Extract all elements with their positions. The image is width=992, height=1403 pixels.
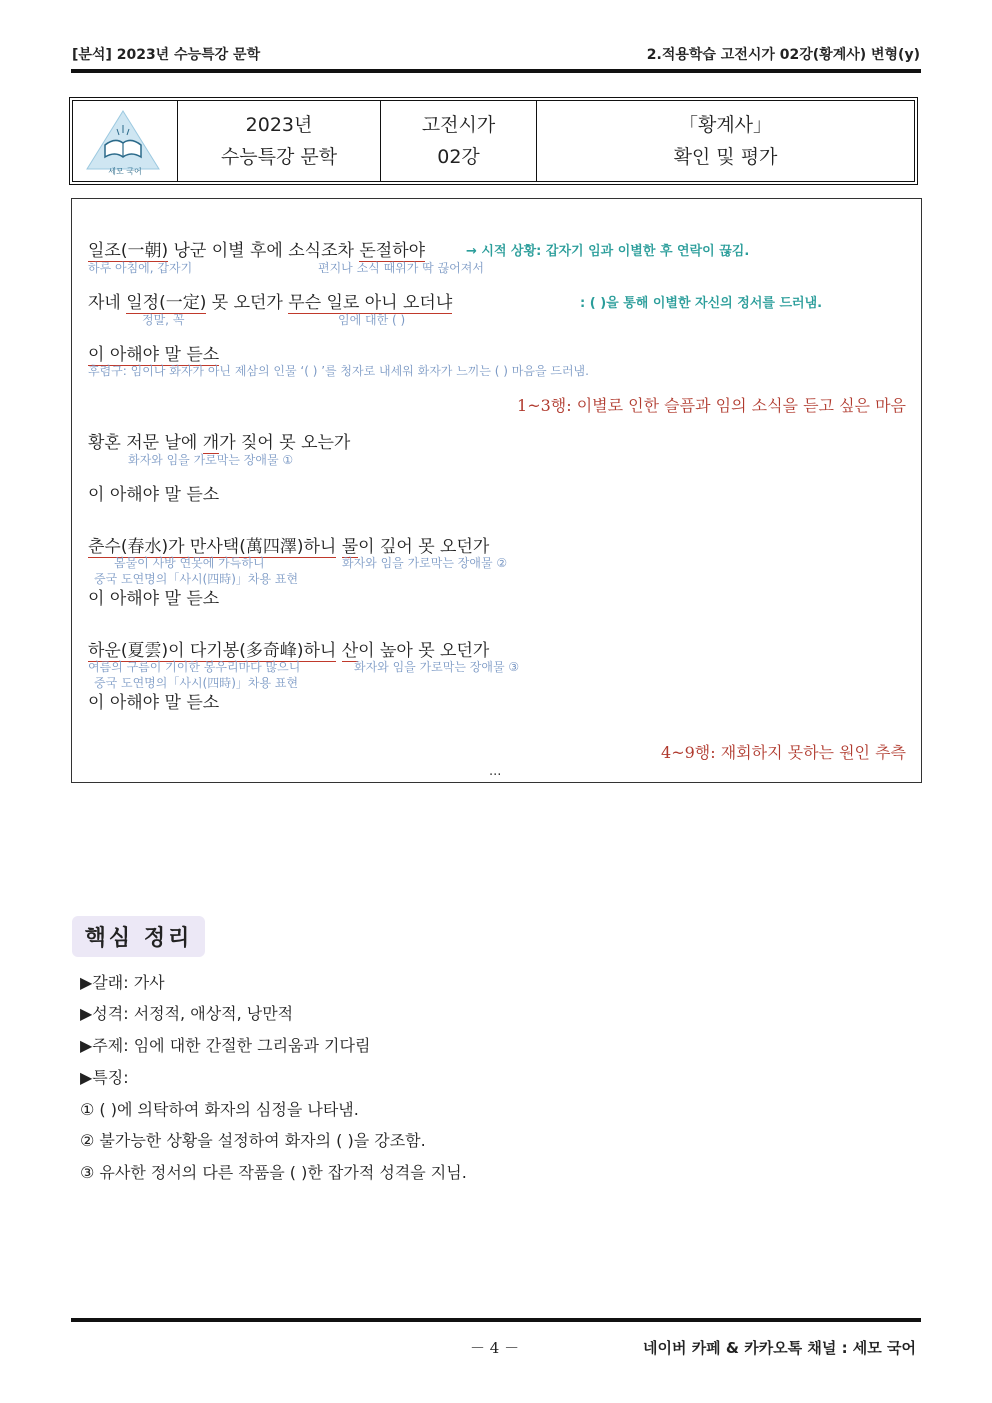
poem-phrase: 일조(一朝) (88, 241, 169, 261)
title-lesson: 02강 (437, 146, 480, 168)
title-year: 2023년 (245, 114, 313, 136)
poem-text: 못 오던가 (206, 293, 289, 313)
title-cell-year (178, 101, 381, 181)
header-right-title: 2.적용학습 고전시가 02강(황계사) 변형(y) (646, 47, 920, 63)
summary-lines-4-9: 4~9행: 재회하지 못하는 원인 추측 (661, 743, 906, 762)
core-features: ▶특징: (80, 1068, 129, 1087)
poem-phrase: 무슨 일로 아니 오더냐 (288, 293, 453, 313)
poem-text: 낭군 이별 후에 소식조차 (168, 241, 360, 261)
poem-line-9: 이 아해야 말 듣소 (88, 693, 220, 713)
gloss-note: 중국 도연명의「사시(四時)」차용 표현 (94, 676, 299, 690)
poem-phrase: 춘수(春水)가 만사택(萬四澤)하니 (88, 537, 337, 557)
core-character: ▶성격: 서정적, 애상적, 낭만적 (80, 1004, 294, 1023)
poem-text (336, 537, 341, 557)
gloss-note: 화자와 임을 가로막는 장애물 ③ (354, 660, 520, 674)
poem-text: 이 높아 못 오던가 (358, 641, 490, 661)
title-cell-lesson (381, 101, 537, 181)
poem-text: 자네 (88, 293, 127, 313)
logo-cell (73, 101, 178, 181)
poem-text: 가 짖어 못 오는가 (219, 433, 351, 453)
gloss-note: 중국 도연명의「사시(四時)」차용 표현 (94, 572, 299, 586)
title-table (69, 97, 918, 185)
gloss-note: 봄물이 사방 연못에 가득하니 (114, 556, 265, 570)
gloss-note: 화자와 임을 가로막는 장애물 ② (342, 556, 508, 570)
title-book: 수능특강 문학 (220, 146, 338, 168)
footer-rule (71, 1318, 921, 1322)
title-category: 고전시가 (421, 114, 496, 136)
gloss-note: 화자와 임을 가로막는 장애물 ① (128, 453, 294, 467)
poem-phrase: 이 아해야 말 듣소 (88, 345, 220, 365)
annotation-situation: → 시적 상황: 갑자기 임과 이별한 후 연락이 끊김. (466, 244, 750, 259)
poem-ellipsis: ... (489, 764, 502, 779)
page-number: － 4 － (470, 1339, 520, 1357)
core-feature-2: ② 불가능한 상황을 설정하여 화자의 ( )을 강조함. (80, 1131, 426, 1150)
header-left-title: [분석] 2023년 수능특강 문학 (72, 47, 261, 63)
logo-text: 세모 국어 (108, 167, 142, 176)
poem-line-2 (88, 288, 452, 313)
title-work: 「황계사」 (678, 114, 773, 136)
gloss-note: 편지나 소식 때위가 딱 끊어져서 (318, 261, 484, 275)
gloss-note: 여름의 구름이 기이한 봉우리마다 많으니 (88, 660, 301, 674)
poem-phrase: 돈절하야 (359, 241, 426, 261)
gloss-note: 하루 아침에, 갑자기 (88, 261, 193, 275)
gloss-note: 후렴구: 임이나 화자가 아닌 제삼의 인물 ‘( ) ’를 청자로 내세워 화자가 느끼는 ( ) 마음을 드러냄. (88, 364, 589, 378)
summary-lines-1-3: 1~3행: 이별로 인한 슬픔과 임의 소식을 듣고 싶은 마음 (517, 396, 906, 415)
core-feature-3: ③ 유사한 정서의 다른 작품을 ( )한 잡가적 성격을 지님. (80, 1163, 467, 1182)
title-purpose: 확인 및 평가 (673, 146, 778, 168)
poem-phrase: 개 (202, 433, 220, 453)
footer-channel: 네이버 카페 & 카카오톡 채널 : 세모 국어 (643, 1339, 916, 1357)
poem-line-5: 이 아해야 말 듣소 (88, 485, 220, 505)
core-genre: ▶갈래: 가사 (80, 973, 165, 992)
poem-line-4 (88, 428, 350, 453)
poem-phrase: 물 (341, 537, 359, 557)
gloss-note: 정말, 꼭 (142, 313, 185, 327)
poem-text: 이 깊어 못 오던가 (358, 537, 490, 557)
annotation-emotion: : ( )을 통해 이별한 자신의 정서를 드러냄. (580, 296, 823, 311)
poem-phrase: 일정(一定) (126, 293, 207, 313)
core-theme: ▶주제: 임에 대한 간절한 그리움과 기다림 (80, 1036, 371, 1055)
poem-phrase: 산 (341, 641, 359, 661)
gloss-note: 임에 대한 ( ) (338, 313, 406, 327)
poem-phrase: 하운(夏雲)이 다기봉(多奇峰)하니 (88, 641, 337, 661)
header-rule (71, 69, 921, 73)
poem-line-1 (88, 236, 425, 261)
core-feature-1: ① ( )에 의탁하여 화자의 심정을 나타냄. (80, 1100, 359, 1119)
core-summary-tab: 핵심 정리 (72, 916, 205, 957)
poem-text (336, 641, 341, 661)
title-cell-work (537, 101, 914, 181)
poem-line-7: 이 아해야 말 듣소 (88, 589, 220, 609)
poem-text: 황혼 저문 날에 (88, 433, 203, 453)
